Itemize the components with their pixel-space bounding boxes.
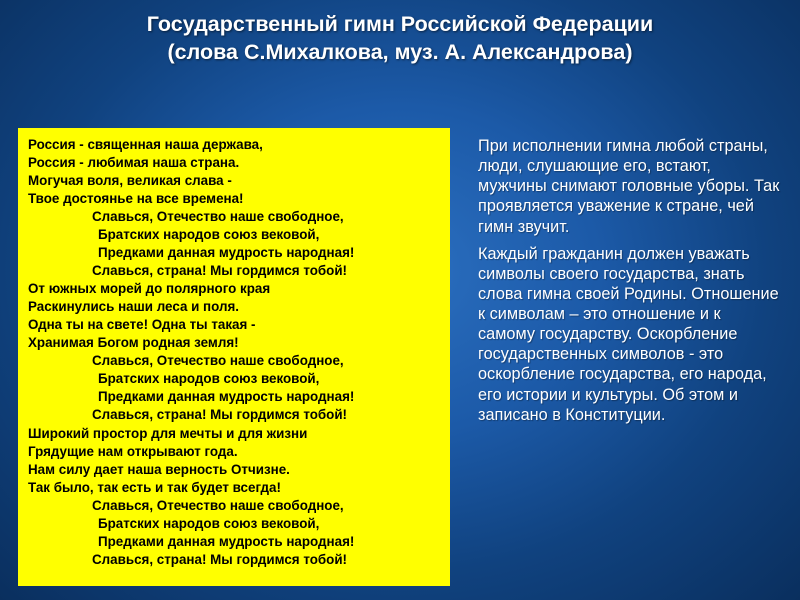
lyrics-line: Братских народов союз вековой, [98,371,320,387]
lyrics-line: Славься, страна! Мы гордимся тобой! [92,263,348,279]
lyrics-line: Так было, так есть и так будет всегда! [28,479,281,495]
lyrics-line: Славься, Отечество наше свободное, [92,497,344,513]
lyrics-line: Хранимая Богом родная земля! [28,335,239,351]
lyrics-line: Славься, страна! Мы гордимся тобой! [92,551,348,567]
lyrics-line: Россия - священная наша держава, [28,137,263,152]
lyrics-line: Грядущие нам открывают года. [28,443,238,459]
anthem-lyrics-panel [18,128,450,586]
lyrics-line: От южных морей до полярного края [28,281,271,297]
lyrics-line: Братских народов союз вековой, [98,515,320,531]
note-paragraph: Каждый гражданин должен уважать символы своего государства, знать слова гимна своей Родины. Отношение к символам – это отношение и к самому государству. Оскорбление государственных символов - это оскорбление государства, его народа, его истории и культуры. Об этом и записано в Конституции. [478,244,779,424]
page-title [30,10,770,67]
lyrics-line: Твое достоянье на все времена! [28,191,244,207]
lyrics-line: Братских народов союз вековой, [98,227,320,243]
title-line-2: (слова С.Михалкова, муз. А. Александрова) [167,40,633,65]
note-paragraph: При исполнении гимна любой страны, люди, слушающие его, встают, мужчины снимают головные уборы. Так проявляется уважение к стране, чей гимн звучит. [478,137,780,236]
lyrics-line: Предками данная мудрость народная! [98,389,355,405]
lyrics-line: Широкий простор для мечты и для жизни [28,425,308,441]
lyrics-line: Предками данная мудрость народная! [98,245,355,261]
lyrics-line: Раскинулись наши леса и поля. [28,299,240,315]
lyrics-line: Россия - любимая наша страна. [28,155,240,171]
title-line-1: Государственный гимн Российской Федерации [146,12,654,36]
lyrics-line: Предками данная мудрость народная! [98,533,355,549]
lyrics-line: Славься, страна! Мы гордимся тобой! [92,407,348,423]
lyrics-line: Могучая воля, великая слава - [28,173,232,189]
lyrics-line: Славься, Отечество наше свободное, [92,209,344,225]
lyrics-line: Одна ты на свете! Одна ты такая - [28,317,256,333]
lyrics-line: Нам силу дает наша верность Отчизне. [28,461,290,477]
notes-column [478,136,780,432]
lyrics-line: Славься, Отечество наше свободное, [92,353,344,369]
